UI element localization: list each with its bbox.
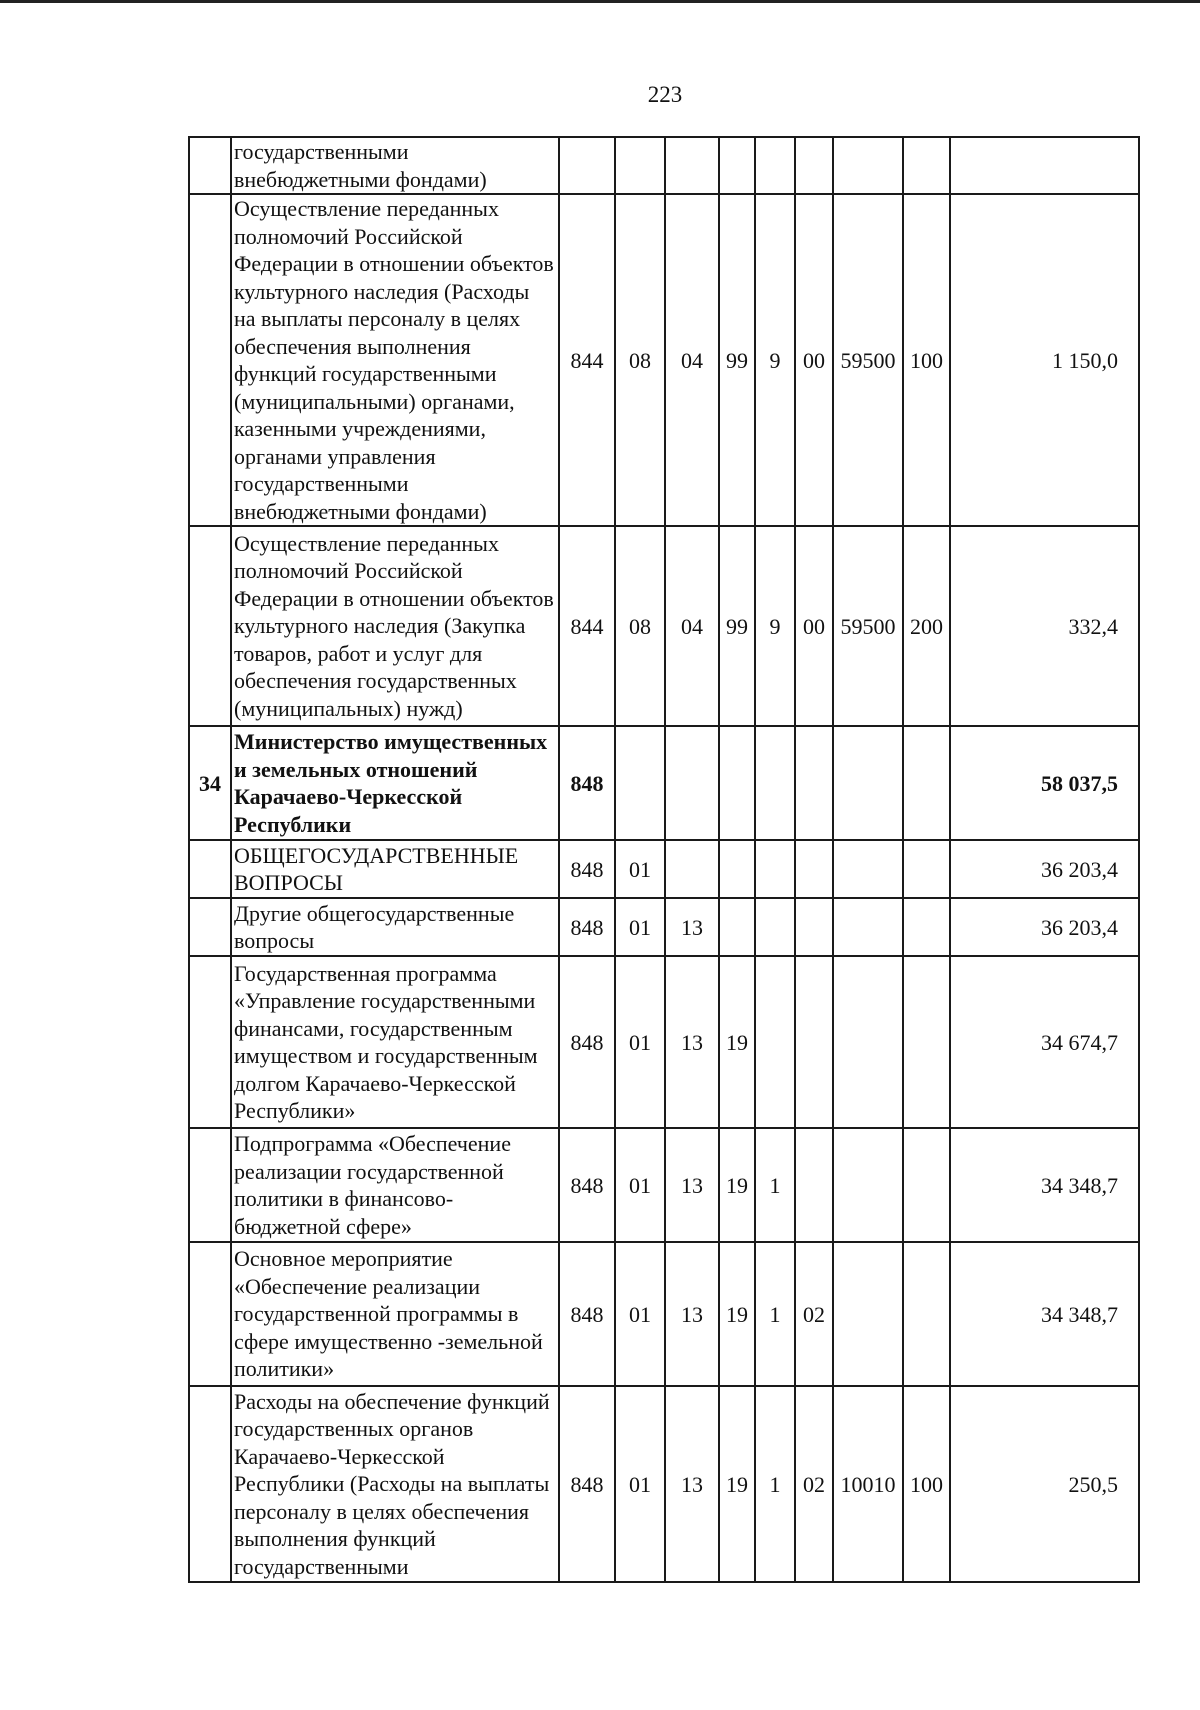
code-section: 01 (615, 1242, 665, 1386)
table-row-ministry (189, 726, 1139, 840)
code-ministry: 848 (559, 840, 615, 898)
row-name: Министерство имущественных и земельных отношений Карачаево-Черкесской Республики (231, 726, 559, 840)
code-expense-type (903, 1128, 950, 1242)
code-ministry: 848 (559, 1128, 615, 1242)
table-row (189, 137, 1139, 194)
table-row (189, 194, 1139, 526)
code-event (795, 840, 833, 898)
code-subsection (665, 840, 719, 898)
code-expense-type: 100 (903, 1386, 950, 1582)
row-number (189, 1242, 231, 1386)
row-amount: 36 203,4 (950, 840, 1139, 898)
code-subprogram: 1 (755, 1128, 795, 1242)
code-event (795, 137, 833, 194)
code-direction (833, 898, 903, 956)
table-row (189, 956, 1139, 1128)
row-number (189, 137, 231, 194)
code-direction (833, 137, 903, 194)
code-event (795, 898, 833, 956)
code-expense-type (903, 1242, 950, 1386)
code-expense-type (903, 898, 950, 956)
code-program (719, 726, 755, 840)
code-section: 01 (615, 1386, 665, 1582)
code-program: 19 (719, 1242, 755, 1386)
code-section: 01 (615, 1128, 665, 1242)
row-amount: 34 348,7 (950, 1242, 1139, 1386)
table-row (189, 1386, 1139, 1582)
code-direction (833, 1128, 903, 1242)
row-number: 34 (189, 726, 231, 840)
code-event (795, 956, 833, 1128)
table-row (189, 898, 1139, 956)
code-subprogram: 9 (755, 194, 795, 526)
code-expense-type: 200 (903, 526, 950, 726)
code-subprogram: 9 (755, 526, 795, 726)
table-row (189, 1242, 1139, 1386)
row-amount: 34 348,7 (950, 1128, 1139, 1242)
code-subprogram (755, 726, 795, 840)
row-amount: 332,4 (950, 526, 1139, 726)
row-name: Основное мероприятие «Обеспечение реализации государственной программы в сфере имущественно -земельной политики» (231, 1242, 559, 1386)
row-number (189, 1128, 231, 1242)
code-section: 08 (615, 194, 665, 526)
row-amount: 58 037,5 (950, 726, 1139, 840)
code-program: 19 (719, 1128, 755, 1242)
code-subprogram: 1 (755, 1242, 795, 1386)
table-row (189, 840, 1139, 898)
code-expense-type (903, 840, 950, 898)
code-direction: 10010 (833, 1386, 903, 1582)
code-subprogram (755, 840, 795, 898)
code-section (615, 726, 665, 840)
code-event (795, 1128, 833, 1242)
code-event: 02 (795, 1242, 833, 1386)
code-expense-type (903, 956, 950, 1128)
code-program: 19 (719, 1386, 755, 1582)
code-section: 01 (615, 956, 665, 1128)
code-ministry: 848 (559, 1386, 615, 1582)
row-name: Государственная программа «Управление государственными финансами, государственным имуществом и государственным долгом Карачаево-Черкесской Республики» (231, 956, 559, 1128)
code-subprogram (755, 956, 795, 1128)
budget-table-body (189, 137, 1139, 1582)
table-row (189, 526, 1139, 726)
top-rule (0, 0, 1200, 3)
row-name: Другие общегосударственные вопросы (231, 898, 559, 956)
code-event: 00 (795, 194, 833, 526)
code-event: 02 (795, 1386, 833, 1582)
row-number (189, 194, 231, 526)
code-subsection: 13 (665, 956, 719, 1128)
code-subsection: 13 (665, 898, 719, 956)
row-name: Осуществление переданных полномочий Российской Федерации в отношении объектов культурного наследия (Закупка товаров, работ и услуг для обеспечения государственных (муниципальных) нужд) (231, 526, 559, 726)
code-ministry: 848 (559, 898, 615, 956)
row-number (189, 526, 231, 726)
code-section: 08 (615, 526, 665, 726)
row-name: Осуществление переданных полномочий Российской Федерации в отношении объектов культурного наследия (Расходы на выплаты персоналу в целях обеспечения выполнения функций государственными (муниципальными) органами, казенными учреждениями, органами управления государственными внебюджетными фондами) (231, 194, 559, 526)
row-number (189, 840, 231, 898)
code-direction: 59500 (833, 194, 903, 526)
code-program (719, 898, 755, 956)
code-subprogram (755, 137, 795, 194)
budget-table (188, 136, 1140, 1583)
row-amount: 36 203,4 (950, 898, 1139, 956)
code-event: 00 (795, 526, 833, 726)
code-direction: 59500 (833, 526, 903, 726)
code-subsection: 04 (665, 194, 719, 526)
code-expense-type (903, 137, 950, 194)
code-ministry: 844 (559, 194, 615, 526)
code-direction (833, 840, 903, 898)
row-name: государственными внебюджетными фондами) (231, 137, 559, 194)
code-direction (833, 1242, 903, 1386)
code-section (615, 137, 665, 194)
page-number: 223 (647, 82, 683, 107)
row-number (189, 1386, 231, 1582)
row-name: Подпрограмма «Обеспечение реализации государственной политики в финансово-бюджетной сфере» (231, 1128, 559, 1242)
code-subsection: 13 (665, 1242, 719, 1386)
code-program: 19 (719, 956, 755, 1128)
row-amount: 250,5 (950, 1386, 1139, 1582)
code-ministry (559, 137, 615, 194)
code-event (795, 726, 833, 840)
row-number (189, 956, 231, 1128)
code-subprogram: 1 (755, 1386, 795, 1582)
code-program: 99 (719, 526, 755, 726)
code-ministry: 848 (559, 956, 615, 1128)
code-subsection: 13 (665, 1386, 719, 1582)
row-number (189, 898, 231, 956)
code-direction (833, 726, 903, 840)
code-subsection: 04 (665, 526, 719, 726)
code-subprogram (755, 898, 795, 956)
code-subsection (665, 137, 719, 194)
code-subsection (665, 726, 719, 840)
code-subsection: 13 (665, 1128, 719, 1242)
code-direction (833, 956, 903, 1128)
row-name: ОБЩЕГОСУДАРСТВЕННЫЕ ВОПРОСЫ (231, 840, 559, 898)
code-section: 01 (615, 898, 665, 956)
code-section: 01 (615, 840, 665, 898)
code-program (719, 840, 755, 898)
code-ministry: 848 (559, 1242, 615, 1386)
code-ministry: 848 (559, 726, 615, 840)
row-name: Расходы на обеспечение функций государственных органов Карачаево-Черкесской Республики (Расходы на выплаты персоналу в целях обеспечения выполнения функций государственными (231, 1386, 559, 1582)
row-amount (950, 137, 1139, 194)
row-amount: 34 674,7 (950, 956, 1139, 1128)
code-program: 99 (719, 194, 755, 526)
code-program (719, 137, 755, 194)
code-ministry: 844 (559, 526, 615, 726)
code-expense-type: 100 (903, 194, 950, 526)
table-row (189, 1128, 1139, 1242)
code-expense-type (903, 726, 950, 840)
row-amount: 1 150,0 (950, 194, 1139, 526)
